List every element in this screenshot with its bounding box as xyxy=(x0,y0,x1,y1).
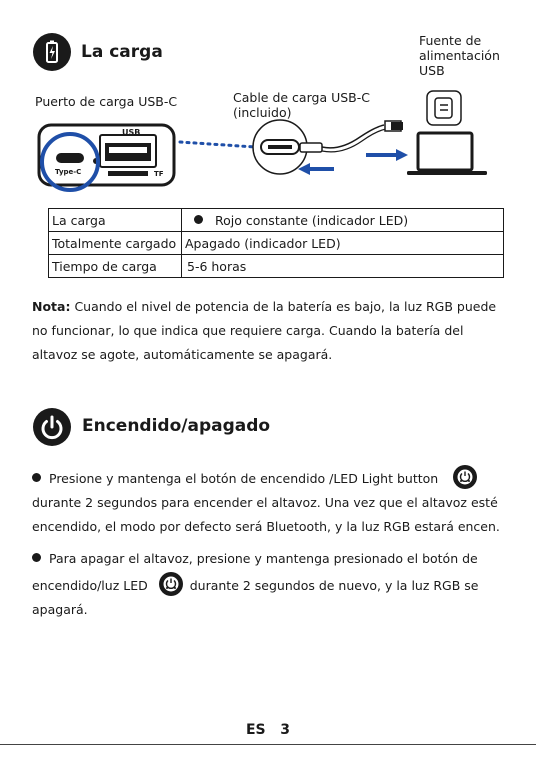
power-icon xyxy=(33,408,71,446)
table-cell-label: Totalmente cargado xyxy=(49,232,182,255)
bullet-icon xyxy=(32,473,41,482)
table-row xyxy=(49,232,504,255)
note-paragraph xyxy=(32,295,508,367)
usb-c-cable xyxy=(300,121,403,152)
power-on-bullet xyxy=(32,464,508,539)
bullet-text-end: durante 2 segundos de nuevo, y la luz RGB se apagará. xyxy=(32,578,479,617)
table-cell-label: La carga xyxy=(49,209,182,232)
note-label: Nota: xyxy=(32,299,71,314)
power-led-button-icon xyxy=(452,464,478,490)
status-value: 5-6 horas xyxy=(187,258,247,274)
bullet-text-start: Presione y mantenga el botón de encendido /LED Light button xyxy=(49,471,439,486)
tf-marking: TF xyxy=(154,170,164,178)
table-cell-value xyxy=(182,209,504,232)
charging-diagram xyxy=(30,85,490,195)
power-source-label: Fuente de alimentación USB xyxy=(419,33,500,78)
page-footer xyxy=(0,722,536,738)
usb-marking: USB xyxy=(122,128,141,137)
note-text: Cuando el nivel de potencia de la batería es bajo, la luz RGB puede no funcionar, lo que indica que requiere carga. Cuando la batería del altavoz se agote, automáticamente se apagará. xyxy=(32,299,497,362)
battery-charging-icon xyxy=(33,33,71,71)
table-row xyxy=(49,255,504,278)
cable-label: Cable de carga USB-C (incluido) xyxy=(233,90,370,120)
port-label: Puerto de carga USB-C xyxy=(35,94,178,109)
power-adapter-icon xyxy=(427,91,461,125)
charging-status-table xyxy=(48,208,504,278)
laptop-icon xyxy=(407,133,487,175)
power-off-bullet xyxy=(32,547,508,622)
bullet-text-start: Para apagar el altavoz, presione y mantenga presionado el botón de encendido/luz LED xyxy=(32,551,478,593)
bullet-icon xyxy=(32,553,41,562)
typec-marking: Type-C xyxy=(55,168,82,176)
footer-divider xyxy=(0,744,536,745)
direction-arrows xyxy=(298,149,408,175)
connection-dots xyxy=(180,142,255,147)
charging-section-title: La carga xyxy=(81,42,163,62)
table-cell-value xyxy=(182,255,504,278)
page-number: 3 xyxy=(280,722,291,738)
power-section-title: Encendido/apagado xyxy=(82,416,271,436)
table-cell-value: Apagado (indicador LED) xyxy=(182,232,504,255)
status-value: Rojo constante (indicador LED) xyxy=(215,212,409,228)
usb-c-plug xyxy=(253,120,307,174)
table-cell-label: Tiempo de carga xyxy=(49,255,182,278)
status-dot-icon xyxy=(194,215,203,224)
power-led-button-icon xyxy=(158,571,184,597)
speaker-port-panel xyxy=(39,125,174,190)
language-code: ES xyxy=(245,722,266,738)
bullet-text-end: durante 2 segundos para encender el altavoz. Una vez que el altavoz esté encendido, el modo por defecto será Bluetooth, y la luz RGB estará encen. xyxy=(32,495,500,534)
table-row xyxy=(49,209,504,232)
